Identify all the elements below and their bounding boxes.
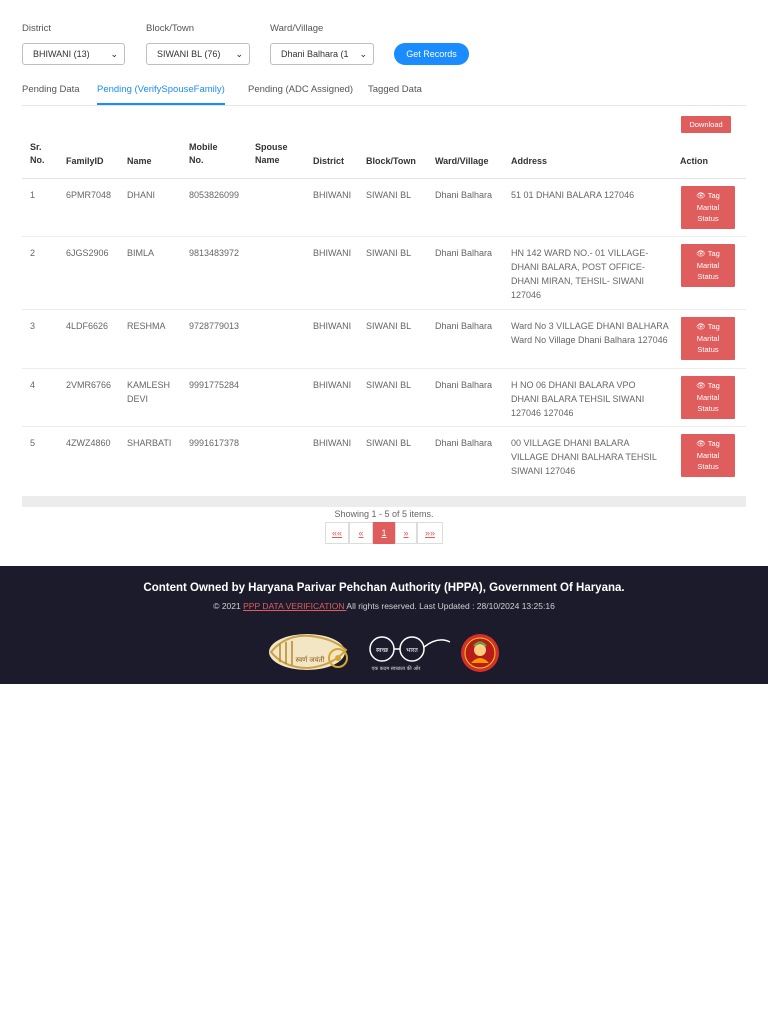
logo-tagline: एक कदम स्वच्छता की ओर [371,666,421,672]
cell-ward: Dhani Balhara [435,321,493,331]
cell-family-id: 4ZWZ4860 [66,438,111,448]
cell-mobile: 9991617378 [189,438,240,448]
eye-icon: 👁 [696,381,706,390]
tag-marital-status-button[interactable] [681,317,735,360]
last-page-button[interactable]: »» [417,522,443,544]
cell-ward: Dhani Balhara [435,438,493,448]
district-label: District [22,23,52,34]
cell-mobile: 9991775284 [189,380,240,390]
cell-block: SIWANI BL [366,380,412,390]
action-line1: Tag [707,381,720,390]
footer [0,566,768,684]
pagination-summary: Showing 1 - 5 of 5 items. [334,509,434,519]
cell-district: BHIWANI [313,380,352,390]
cell-block: SIWANI BL [366,438,412,448]
ward-select[interactable] [270,43,374,65]
header-sr-no [30,141,45,167]
action-line1: Tag [707,439,720,448]
action-line2: Marital [696,392,720,402]
table-row [22,310,746,369]
table-row [22,427,746,491]
cell-family-id: 6PMR7048 [66,190,112,200]
header-sr-line2: No. [30,155,45,165]
ward-label: Ward/Village [270,23,324,34]
swachh-bharat-logo [366,632,452,674]
action-line2: Marital [696,333,720,343]
beti-bachao-logo [460,633,500,673]
header-action: Action [680,156,708,166]
block-filter [146,22,250,65]
header-spouse-line2: Name [255,155,280,165]
cell-address: 00 VILLAGE DHANI BALARA VILLAGE DHANI BALHARA TEHSIL SIWANI 127046 [511,438,657,476]
tab-bar [22,78,746,106]
cell-sr: 2 [30,248,36,258]
cell-name: RESHMA [127,321,166,331]
cell-family-id: 4LDF6626 [66,321,109,331]
action-line1: Tag [707,249,720,258]
footer-copyright [0,601,768,611]
district-select-value: BHIWANI (13) [33,49,90,59]
logo-text-2: भारत [406,647,418,654]
header-mobile [189,141,218,167]
header-block-town: Block/Town [366,156,416,166]
table-header [22,138,746,179]
action-line1: Tag [707,322,720,331]
action-line3: Status [697,214,719,223]
action-line1: Tag [707,191,720,200]
logo-text: स्वर्ण जयंती [295,656,325,664]
cell-district: BHIWANI [313,438,352,448]
cell-address: H NO 06 DHANI BALARA VPO DHANI BALARA TEHSIL SIWANI 127046 127046 [511,380,645,418]
copyright-suffix: All rights reserved. Last Updated : 28/10/2024 13:25:16 [346,601,555,611]
cell-name: BIMLA [127,248,155,258]
cell-address: 51 01 DHANI BALARA 127046 [511,190,635,200]
tab-tagged-data[interactable]: Tagged Data [368,84,422,95]
cell-district: BHIWANI [313,248,352,258]
block-select[interactable] [146,43,250,65]
header-spouse-name [255,141,288,167]
cell-name: DHANI [127,190,156,200]
cell-block: SIWANI BL [366,248,412,258]
tag-marital-status-button[interactable] [681,376,735,419]
cell-sr: 4 [30,380,36,390]
filter-bar [22,22,746,66]
cell-sr: 1 [30,190,36,200]
cell-district: BHIWANI [313,190,352,200]
header-family-id: FamilyID [66,156,104,166]
chevron-down-icon: ⌄ [359,49,367,59]
first-page-button[interactable]: «« [325,522,349,544]
action-line3: Status [697,404,719,413]
tag-marital-status-button[interactable] [681,434,735,477]
eye-icon: 👁 [696,322,706,331]
cell-address: Ward No 3 VILLAGE DHANI BALHARA Ward No Village Dhani Balhara 127046 [511,321,669,345]
header-sr-line1: Sr. [30,142,42,152]
tab-pending-data[interactable]: Pending Data [22,84,80,95]
haryana-golden-jubilee-logo [266,630,352,674]
prev-page-button[interactable]: « [349,522,373,544]
ppp-data-verification-link[interactable]: PPP DATA VERIFICATION [243,601,347,611]
header-address: Address [511,156,548,166]
action-line3: Status [697,462,719,471]
header-name: Name [127,156,152,166]
records-table [22,138,746,491]
header-spouse-line1: Spouse [255,142,288,152]
next-page-button[interactable]: » [395,522,417,544]
cell-address: HN 142 WARD NO.- 01 VILLAGE- DHANI BALARA, POST OFFICE- DHANI MIRAN, TEHSIL- SIWANI 127046 [511,248,649,300]
logo-text-1: स्वच्छ [375,647,389,654]
footer-title: Content Owned by Haryana Parivar Pehchan Authority (HPPA), Government Of Haryana. [143,582,625,594]
tag-marital-status-button[interactable] [681,244,735,287]
get-records-button[interactable]: Get Records [394,43,469,65]
page-1-button[interactable]: 1 [373,522,395,544]
block-label: Block/Town [146,23,195,34]
cell-block: SIWANI BL [366,321,412,331]
eye-icon: 👁 [696,439,706,448]
header-district: District [313,156,345,166]
cell-mobile: 9728779013 [189,321,240,331]
action-line3: Status [697,345,719,354]
table-row [22,237,746,310]
chevron-down-icon: ⌄ [110,49,118,59]
copyright-prefix: © 2021 [213,601,244,611]
cell-ward: Dhani Balhara [435,248,493,258]
download-button[interactable]: Download [681,116,731,133]
cell-mobile: 9813483972 [189,248,240,258]
cell-family-id: 6JGS2906 [66,248,109,258]
eye-icon: 👁 [696,191,706,200]
cell-name: KAMLESH DEVI [127,380,171,404]
ward-select-value: Dhani Balhara (1 [281,49,349,59]
header-mobile-line2: No. [189,155,204,165]
action-line3: Status [697,272,719,281]
ward-filter [270,22,374,65]
cell-name: SHARBATI [127,438,172,448]
horizontal-scrollbar[interactable] [22,496,746,507]
cell-family-id: 2VMR6766 [66,380,112,390]
table-row [22,179,746,237]
cell-ward: Dhani Balhara [435,190,493,200]
tab-pending-adc-assigned[interactable]: Pending (ADC Assigned) [248,84,354,95]
district-select[interactable] [22,43,125,65]
cell-ward: Dhani Balhara [435,380,493,390]
cell-sr: 3 [30,321,36,331]
action-line2: Marital [696,260,720,270]
chevron-down-icon: ⌄ [235,49,243,59]
action-line2: Marital [696,202,720,212]
cell-mobile: 8053826099 [189,190,240,200]
block-select-value: SIWANI BL (76) [157,49,221,59]
eye-icon: 👁 [696,249,706,258]
cell-district: BHIWANI [313,321,352,331]
table-row [22,369,746,427]
header-mobile-line1: Mobile [189,142,218,152]
district-filter [22,22,125,65]
tag-marital-status-button[interactable] [681,186,735,229]
header-ward-village: Ward/Village [435,156,489,166]
cell-block: SIWANI BL [366,190,412,200]
tab-pending-verify-spouse-family[interactable]: Pending (VerifySpouseFamily) [97,84,225,105]
action-line2: Marital [696,450,720,460]
cell-sr: 5 [30,438,36,448]
